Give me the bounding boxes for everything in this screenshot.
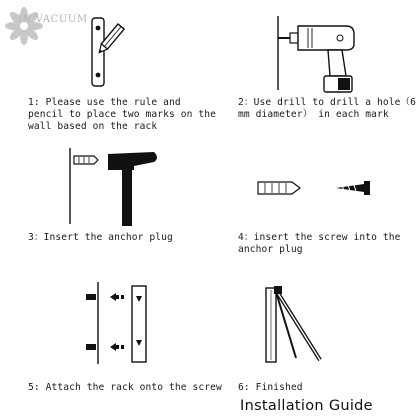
step-3-text: 3：Insert the anchor plug <box>28 232 173 243</box>
rack-and-pencil-icon <box>88 16 158 90</box>
page-title: Installation Guide <box>240 398 373 414</box>
finished-rack-icon <box>262 286 328 366</box>
brand-name: IN VACUUM <box>18 14 88 25</box>
step-5-text: 5: Attach the rack onto the screw <box>28 382 222 393</box>
anchor-and-screw-icon <box>256 178 376 198</box>
step-2-text: 2：Use drill to drill a hole（6 mm diameter） in each mark <box>238 97 416 120</box>
hammer-and-anchor-icon <box>66 148 166 228</box>
step-1-text: 1: Please use the rule and pencil to place two marks on the wall based on the rack <box>28 97 217 132</box>
brand-logo-icon <box>2 4 46 48</box>
drill-icon <box>268 16 368 100</box>
step-6-text: 6: Finished <box>238 382 303 393</box>
attach-rack-icon <box>82 282 162 366</box>
step-4-text: 4：insert the screw into the anchor plug <box>238 232 401 255</box>
